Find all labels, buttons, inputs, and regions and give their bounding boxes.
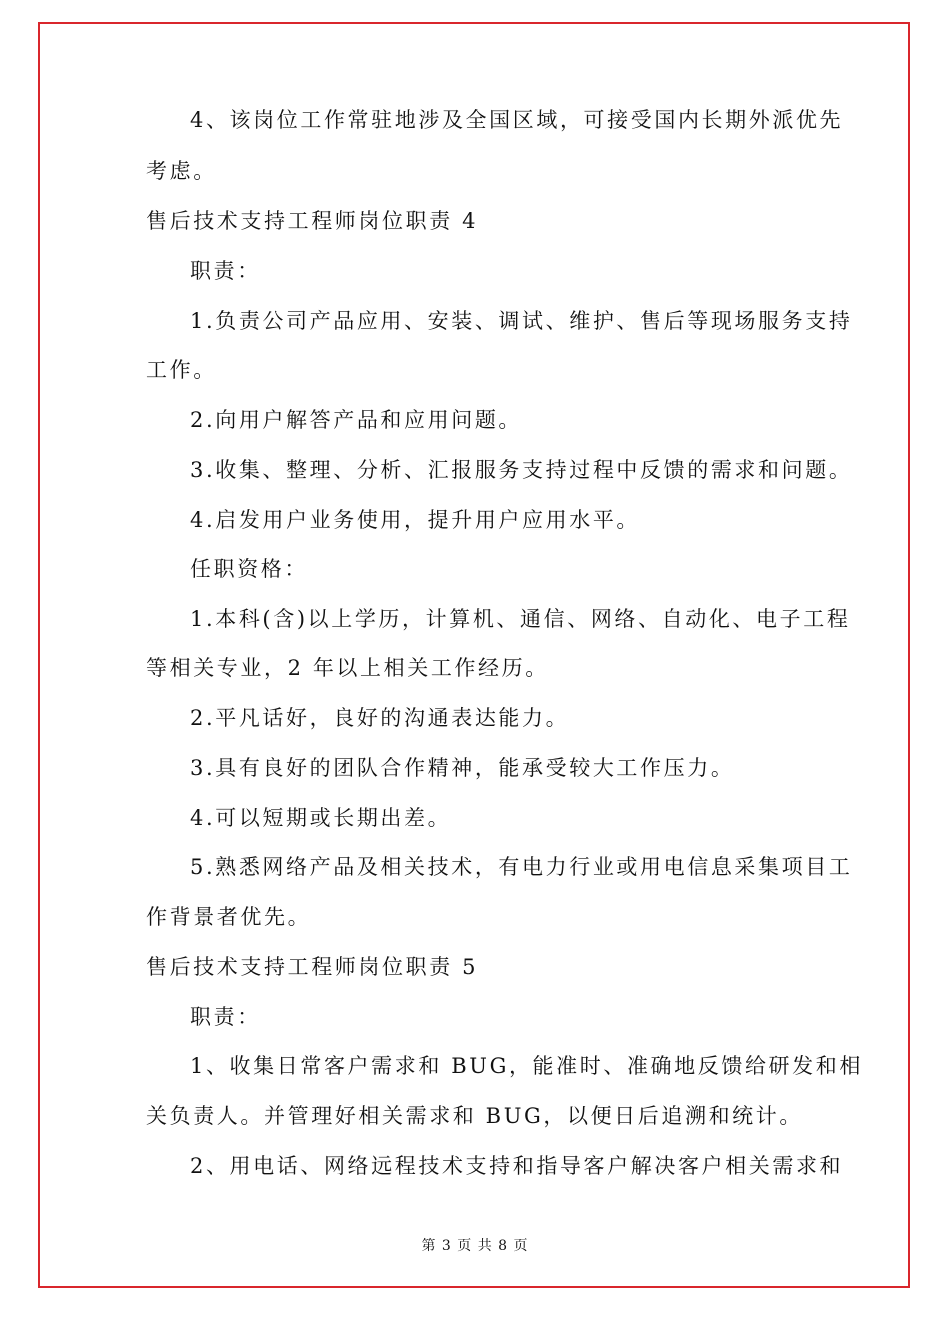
paragraph-line: 4、该岗位工作常驻地涉及全国区域，可接受国内长期外派优先: [190, 108, 844, 132]
paragraph-line: 2.向用户解答产品和应用问题。: [190, 408, 523, 432]
paragraph-line: 关负责人。并管理好相关需求和 BUG，以便日后追溯和统计。: [146, 1104, 803, 1128]
section-heading: 售后技术支持工程师岗位职责 4: [146, 209, 479, 233]
paragraph-line: 1.负责公司产品应用、安装、调试、维护、售后等现场服务支持: [190, 309, 853, 333]
paragraph-line: 考虑。: [146, 159, 217, 183]
page-footer: 第 3 页 共 8 页: [421, 1238, 529, 1254]
paragraph-line: 4.启发用户业务使用，提升用户应用水平。: [190, 508, 641, 532]
paragraph-line: 4.可以短期或长期出差。: [190, 806, 452, 830]
paragraph-line: 作背景者优先。: [146, 905, 312, 929]
paragraph-line: 5.熟悉网络产品及相关技术，有电力行业或用电信息采集项目工: [190, 855, 853, 879]
paragraph-line: 3.收集、整理、分析、汇报服务支持过程中反馈的需求和问题。: [190, 458, 853, 482]
paragraph-line: 2.平凡话好，良好的沟通表达能力。: [190, 706, 570, 730]
subheading: 职责：: [190, 1005, 261, 1029]
paragraph-line: 等相关专业，2 年以上相关工作经历。: [146, 656, 549, 680]
paragraph-line: 1、收集日常客户需求和 BUG，能准时、准确地反馈给研发和相: [190, 1054, 863, 1078]
subheading: 任职资格：: [190, 557, 308, 581]
section-heading: 售后技术支持工程师岗位职责 5: [146, 955, 479, 979]
paragraph-line: 3.具有良好的团队合作精神，能承受较大工作压力。: [190, 756, 735, 780]
paragraph-line: 1.本科(含)以上学历，计算机、通信、网络、自动化、电子工程: [190, 607, 851, 631]
paragraph-line: 2、用电话、网络远程技术支持和指导客户解决客户相关需求和: [190, 1154, 844, 1178]
subheading: 职责：: [190, 259, 261, 283]
paragraph-line: 工作。: [146, 358, 217, 382]
